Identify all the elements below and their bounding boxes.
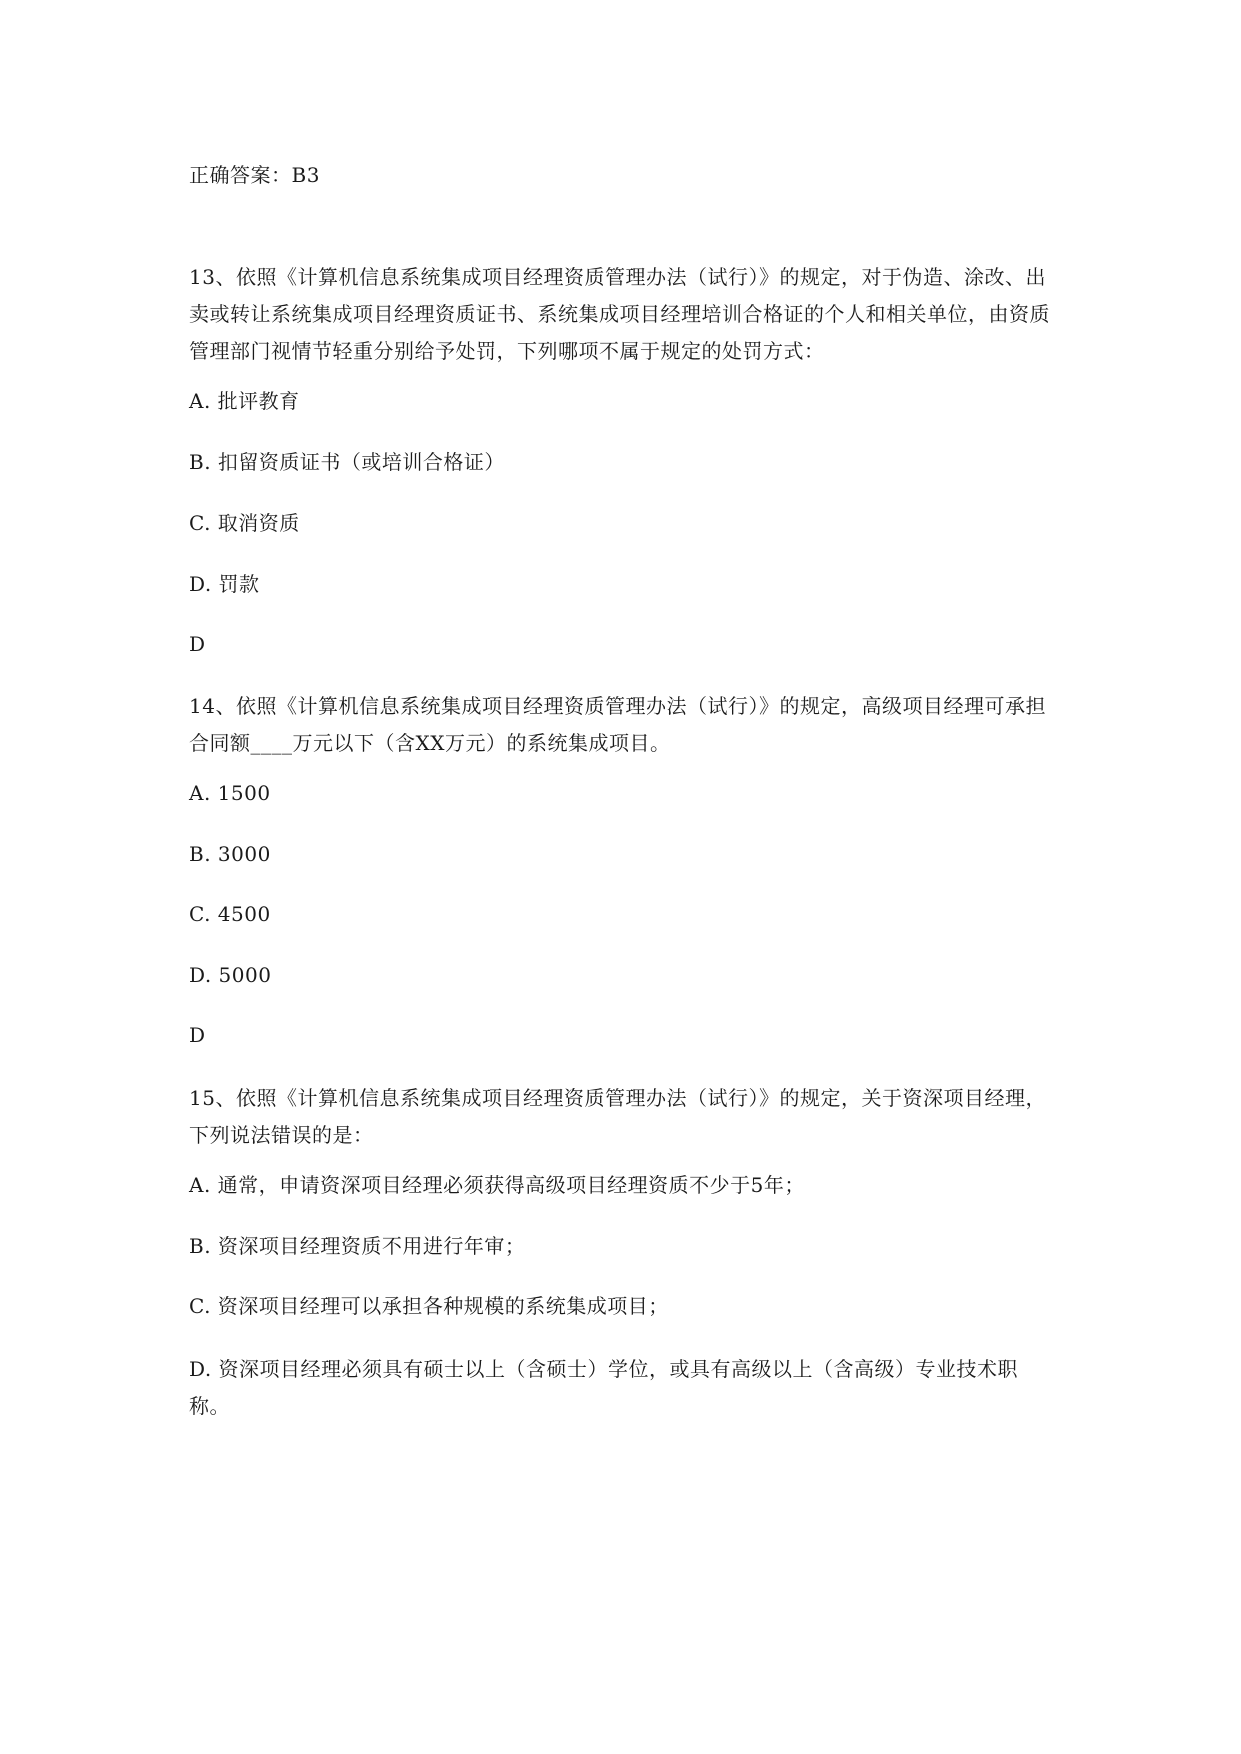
question-14-option-a: A. 1500 [189, 781, 271, 805]
question-13-text: 13、依照《计算机信息系统集成项目经理资质管理办法（试行）》的规定，对于伪造、涂改、出卖或转让系统集成项目经理资质证书、系统集成项目经理培训合格证的个人和相关单位，由资质管理部门视情节轻重分别给予处罚，下列哪项不属于规定的处罚方式： [189, 265, 1050, 363]
previous-answer: 正确答案：B3 [189, 163, 320, 187]
question-15-option-a: A. 通常，申请资深项目经理必须获得高级项目经理资质不少于5年； [189, 1173, 805, 1197]
question-15-option-c: C. 资深项目经理可以承担各种规模的系统集成项目； [189, 1294, 669, 1318]
question-13-option-b: B. 扣留资质证书（或培训合格证） [189, 450, 505, 474]
question-14-option-b: B. 3000 [189, 842, 271, 866]
question-15-option-d: D. 资深项目经理必须具有硕士以上（含硕士）学位，或具有高级以上（含高级）专业技术职称。 [189, 1357, 1019, 1418]
question-14-option-c: C. 4500 [189, 902, 271, 926]
question-14-text: 14、依照《计算机信息系统集成项目经理资质管理办法（试行）》的规定，高级项目经理可承担合同额____万元以下（含XX万元）的系统集成项目。 [189, 694, 1046, 755]
question-14-answer: D [189, 1023, 206, 1047]
question-15-text: 15、依照《计算机信息系统集成项目经理资质管理办法（试行）》的规定，关于资深项目经理，下列说法错误的是： [189, 1086, 1046, 1147]
question-13-option-c: C. 取消资质 [189, 511, 300, 535]
question-13-answer: D [189, 632, 206, 656]
question-14-option-d: D. 5000 [189, 963, 272, 987]
question-13-option-d: D. 罚款 [189, 572, 260, 596]
question-15-option-b: B. 资深项目经理资质不用进行年审； [189, 1234, 526, 1258]
question-13-option-a: A. 批评教育 [189, 389, 300, 413]
